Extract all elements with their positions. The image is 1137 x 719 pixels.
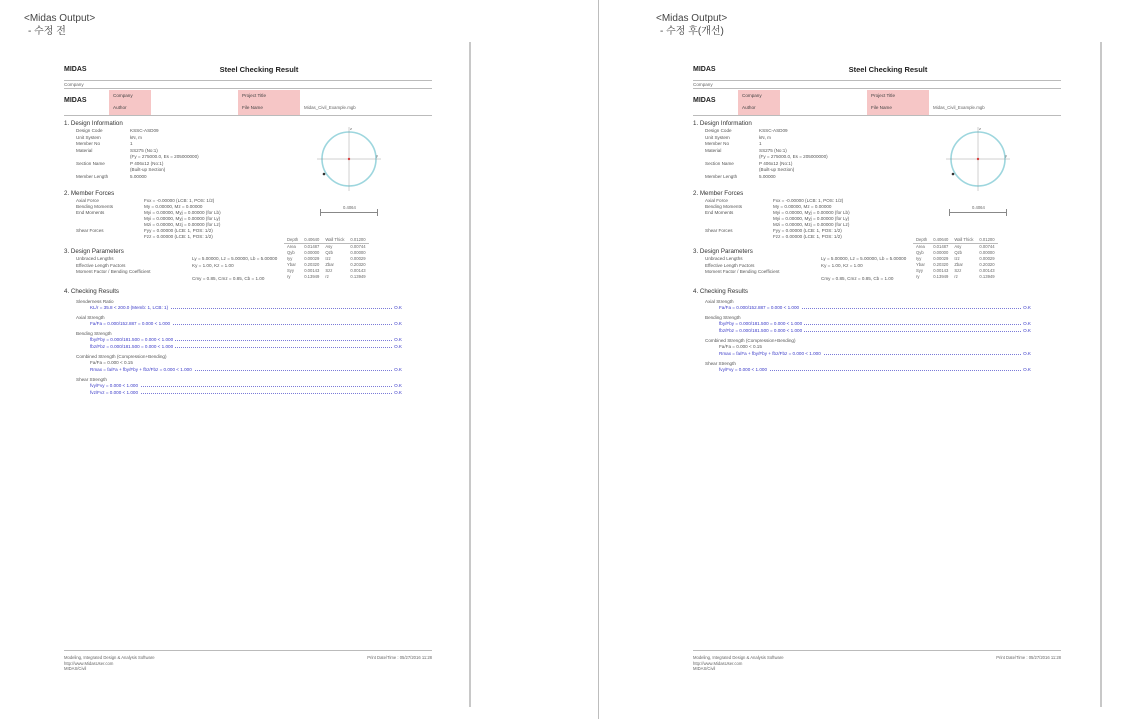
logo: MIDAS <box>64 66 87 73</box>
result-group-label: Bending Strength <box>705 315 741 320</box>
page-edge <box>1100 42 1102 707</box>
force-key: End Moments <box>76 210 105 215</box>
section-heading-design-info: 1. Design Information <box>64 120 123 127</box>
design-info-value: (Built-up Section) <box>130 167 166 172</box>
project-title-label: Project Title <box>242 93 266 98</box>
section-heading-params: 3. Design Parameters <box>64 248 124 255</box>
dimension-label: 0.4064 <box>972 205 985 210</box>
report-footer <box>64 650 432 671</box>
table-cell: Qyb <box>287 250 295 255</box>
svg-text:z: z <box>979 126 981 131</box>
svg-text:y: y <box>376 153 378 158</box>
section-heading-results: 4. Checking Results <box>693 288 749 295</box>
table-cell: Asy <box>325 244 333 249</box>
table-cell: 0.00029 <box>933 256 949 261</box>
table-cell: Syy <box>287 268 294 273</box>
table-cell: 0.00744 <box>979 244 995 249</box>
design-info-value: KSSC-ASD09 <box>130 128 159 133</box>
table-cell: 0.01487 <box>933 244 949 249</box>
design-info-value: kN, m <box>759 134 771 140</box>
result-text: fbz/Fbz = 0.000/181.500 = 0.000 < 1.000 <box>719 328 803 333</box>
result-status: O.K <box>1023 305 1031 310</box>
table-cell: Ybar <box>916 262 925 267</box>
company-label: Company <box>742 93 762 98</box>
design-info-value: SS275 (No:1) <box>130 147 158 153</box>
design-info-key: Section Name <box>76 160 105 166</box>
caption-line-2: - 수정 후(개선) <box>660 26 724 37</box>
table-cell: 0.20320 <box>933 262 949 267</box>
result-line <box>90 367 432 374</box>
force-row <box>693 234 1061 240</box>
result-status: O.K <box>394 337 402 342</box>
caption-line-1: <Midas Output> <box>24 13 96 24</box>
force-key: Shear Forces <box>705 228 733 233</box>
table-cell: Ybar <box>287 262 296 267</box>
param-key: Unbraced Lengths <box>76 256 114 261</box>
design-info-key: Member No <box>705 141 729 146</box>
company-row: Company <box>693 82 713 87</box>
table-cell: 0.13949 <box>304 274 320 279</box>
result-group-label: Axial Strength <box>705 299 734 304</box>
result-text: fvy/Fvy = 0.000 < 1.000 <box>90 383 139 388</box>
result-text: Fa/Fa = 0.000/152.887 = 0.000 < 1.000 <box>90 321 171 326</box>
design-info-value: kN, m <box>130 134 142 140</box>
param-value: Ly = 5.00000, Lz = 5.00000, Lb = 5.00000 <box>192 256 278 261</box>
table-cell: 0.00029 <box>979 256 995 261</box>
footer-line-3: MIDAS/Civil <box>693 666 716 671</box>
table-header-cell: 0.40640 <box>930 236 951 244</box>
results-list <box>693 299 1061 374</box>
force-key: Axial Force <box>76 198 99 203</box>
section-heading-forces: 2. Member Forces <box>693 190 744 197</box>
result-status: O.K <box>1023 321 1031 326</box>
force-value: Myi = 0.00000, Myj = 0.00000 (for Ly) <box>144 216 221 221</box>
info-block <box>64 90 432 115</box>
forces-list <box>693 198 1061 240</box>
project-file-cell <box>867 90 929 115</box>
design-info-key: Section Name <box>705 160 734 166</box>
result-text: Fa/Fa = 0.000/152.887 = 0.000 < 1.000 <box>719 305 800 310</box>
design-info-value: 1 <box>130 141 133 146</box>
table-header-cell: 0.01200 <box>347 236 368 244</box>
result-status: O.K <box>1023 328 1031 333</box>
design-info-value: P 406x12 (No:1) <box>759 160 793 166</box>
table-cell: 0.20320 <box>350 262 366 267</box>
table-cell: Area <box>287 244 296 249</box>
param-value: Cmy = 0.85, Cmz = 0.85, Cb = 1.00 <box>192 275 265 281</box>
result-text: KL/r = 35.8 < 200.0 (Memb: 1, LCB: 1) <box>90 305 169 310</box>
table-cell: Izz <box>954 256 960 261</box>
force-key: End Moments <box>705 210 734 215</box>
company-author-cell <box>109 90 151 115</box>
caption-line-2: - 수정 전 <box>28 26 66 37</box>
param-key: Unbraced Lengths <box>705 256 743 261</box>
file-name-label: File Name <box>242 105 263 110</box>
table-header-row <box>284 236 369 244</box>
param-value: Ky = 1.00, Kz = 1.00 <box>821 262 863 268</box>
file-name-value: Midas_Civil_Example.mgb <box>933 105 985 110</box>
report-title: Steel Checking Result <box>848 65 928 74</box>
result-line <box>90 390 432 397</box>
param-value: Ky = 1.00, Kz = 1.00 <box>192 262 234 268</box>
force-value: Fyy = 0.00000 (LCB: 1, POS: 1/2) <box>773 228 842 233</box>
divider <box>693 88 1061 89</box>
svg-text:z: z <box>350 126 352 131</box>
param-value: Cmy = 0.85, Cmz = 0.85, Cb = 1.00 <box>821 275 894 281</box>
footer-left <box>64 655 155 672</box>
design-info-value: P 406x12 (No:1) <box>130 160 164 166</box>
section-diagram <box>314 124 384 194</box>
result-group-label: Slenderness Ratio <box>76 299 114 304</box>
params-list <box>64 256 432 282</box>
section-heading-forces: 2. Member Forces <box>64 190 115 197</box>
divider <box>693 650 1061 651</box>
design-info-value: 5.00000 <box>759 173 776 179</box>
panel-caption <box>24 12 95 38</box>
forces-list <box>64 198 432 240</box>
results-list <box>64 299 432 397</box>
company-author-cell <box>738 90 780 115</box>
table-cell: 0.00744 <box>350 244 366 249</box>
result-text: fby/Fby = 0.000/181.500 = 0.000 < 1.000 <box>719 321 803 326</box>
footer-left <box>693 655 784 672</box>
table-cell: 0.00029 <box>350 256 366 261</box>
logo: MIDAS <box>693 66 716 73</box>
table-cell: Szz <box>325 268 333 273</box>
force-key: Shear Forces <box>76 228 104 233</box>
table-cell: Iyy <box>916 256 922 261</box>
report-title: Steel Checking Result <box>219 65 299 74</box>
result-line <box>90 344 432 351</box>
table-cell: Asy <box>954 244 962 249</box>
footer-line-2: http://www.MidasUser.com <box>64 660 114 666</box>
params-list <box>693 256 1061 282</box>
result-text: Rmax = fa/Fa + fby/Fby + fbz/Fbz = 0.000 < 1.000 <box>719 351 821 356</box>
force-value: Fyy = 0.00000 (LCB: 1, POS: 1/2) <box>144 228 213 233</box>
table-cell: Szz <box>954 268 962 273</box>
table-header-cell: Depth <box>913 236 930 244</box>
design-info-key: Design Code <box>76 128 103 133</box>
report-footer <box>693 650 1061 671</box>
table-cell: Qzb <box>954 250 963 255</box>
result-status: O.K <box>394 305 402 310</box>
file-name-value: Midas_Civil_Example.mgb <box>304 105 356 110</box>
result-line <box>719 328 1061 335</box>
center-divider <box>598 0 599 719</box>
result-status: O.K <box>394 344 402 349</box>
dimension-label: 0.4064 <box>343 205 356 210</box>
table-cell: rz <box>954 274 958 279</box>
param-row <box>693 276 1061 283</box>
result-group-label: Combined Strength (Compression+Bending) <box>705 338 796 343</box>
force-key: Bending Moments <box>76 204 114 209</box>
design-info-value: 5.00000 <box>130 173 147 179</box>
table-cell: Zbar <box>954 262 963 267</box>
force-key: Axial Force <box>705 198 728 203</box>
logo-small: MIDAS <box>693 97 716 104</box>
project-file-cell <box>238 90 300 115</box>
result-line <box>719 367 1061 374</box>
table-cell: 0.00143 <box>979 268 995 273</box>
table-header-cell: Wall Thick <box>322 236 347 244</box>
result-status: O.K <box>1023 367 1031 372</box>
caption-line-1: <Midas Output> <box>656 13 728 24</box>
table-header-row <box>913 236 998 244</box>
result-group-label: Shear Strength <box>705 361 736 366</box>
divider <box>64 650 432 651</box>
section-heading-design-info: 1. Design Information <box>693 120 752 127</box>
svg-text:y: y <box>1005 153 1007 158</box>
pipe-section-drawing <box>943 124 1013 194</box>
footer-print-date: Print Date/Time : 05/27/2016 11:28 <box>367 655 432 660</box>
table-cell: 0.00143 <box>933 268 949 273</box>
divider <box>693 115 1061 116</box>
table-cell: ry <box>287 274 291 279</box>
design-info-value: (Fy = 275000.0, Es = 205000000) <box>759 154 828 159</box>
result-line <box>719 344 1061 351</box>
table-cell: ry <box>916 274 920 279</box>
table-cell: Syy <box>916 268 923 273</box>
design-info-value: 1 <box>759 141 762 146</box>
design-info-value: (Fy = 275000.0, Es = 205000000) <box>130 154 199 159</box>
table-cell: Zbar <box>325 262 334 267</box>
result-group-label: Combined Strength (Compression+Bending) <box>76 354 167 359</box>
force-value: Fzz = 0.00000 (LCB: 1, POS: 1/2) <box>773 234 842 239</box>
result-text: fvy/Fvy = 0.000 < 1.000 <box>719 367 768 372</box>
design-info-key: Unit System <box>76 134 101 140</box>
result-text: fbz/Fbz = 0.000/181.500 = 0.000 < 1.000 <box>90 344 174 349</box>
divider <box>64 88 432 89</box>
company-row: Company <box>64 82 84 87</box>
footer-line-1: Modeling, Integrated Design & Analysis Software <box>693 655 784 660</box>
table-header-cell: 0.01200 <box>976 236 997 244</box>
table-cell: 0.00000 <box>304 250 320 255</box>
design-info-key: Member Length <box>705 173 738 179</box>
page-edge <box>469 42 471 707</box>
table-cell: Qyb <box>916 250 924 255</box>
force-value: Myi = 0.00000, Myj = 0.00000 (for Lb) <box>144 210 221 215</box>
table-cell: 0.00000 <box>979 250 995 255</box>
force-value: Myi = 0.00000, Myj = 0.00000 (for Ly) <box>773 216 850 221</box>
table-cell: 0.00000 <box>350 250 366 255</box>
result-group-label: Shear Strength <box>76 377 107 382</box>
table-cell: 0.00000 <box>933 250 949 255</box>
force-row <box>64 234 432 240</box>
param-key: Effective Length Factors <box>705 262 755 268</box>
design-info-value: (Built-up Section) <box>759 167 795 172</box>
table-cell: Izz <box>325 256 331 261</box>
result-status: O.K <box>394 390 402 395</box>
footer-print-date: Print Date/Time : 05/27/2016 11:28 <box>996 655 1061 660</box>
table-cell: 0.01487 <box>304 244 320 249</box>
panel-caption <box>656 12 727 38</box>
force-value: My = 0.00000, Mz = 0.00000 <box>773 204 832 209</box>
param-row <box>64 276 432 283</box>
table-cell: 0.13949 <box>350 274 366 279</box>
report-header <box>693 60 1061 80</box>
file-name-label: File Name <box>871 105 892 110</box>
result-text: fby/Fby = 0.000/181.500 = 0.000 < 1.000 <box>90 337 174 342</box>
table-cell: 0.13949 <box>979 274 995 279</box>
section-heading-results: 4. Checking Results <box>64 288 120 295</box>
param-value: Ly = 5.00000, Lz = 5.00000, Lb = 5.00000 <box>821 256 907 261</box>
param-key: Moment Factor / Bending Coefficient <box>705 269 780 274</box>
force-value: Fxx = -0.00000 (LCB: 1, POS: 1/2) <box>773 198 844 203</box>
result-line <box>719 351 1061 358</box>
report-header <box>64 60 432 80</box>
pipe-section-drawing <box>314 124 384 194</box>
company-label: Company <box>113 93 133 98</box>
result-status: O.K <box>394 321 402 326</box>
table-cell: 0.13949 <box>933 274 949 279</box>
project-title-label: Project Title <box>871 93 895 98</box>
result-group-label: Bending Strength <box>76 331 112 336</box>
result-line <box>90 360 432 367</box>
design-info-value: SS275 (No:1) <box>759 147 787 153</box>
result-line <box>90 337 432 344</box>
force-value: Mzi = 0.00000, Mzj = 0.00000 (for Lz) <box>144 222 221 227</box>
table-cell: Area <box>916 244 925 249</box>
footer-line-3: MIDAS/Civil <box>64 666 87 671</box>
force-value: My = 0.00000, Mz = 0.00000 <box>144 204 203 209</box>
design-info-key: Material <box>76 147 93 153</box>
footer-line-1: Modeling, Integrated Design & Analysis Software <box>64 655 155 660</box>
force-value: Fxx = -0.00000 (LCB: 1, POS: 1/2) <box>144 198 215 203</box>
table-cell: Iyy <box>287 256 293 261</box>
result-text: Fa/Fa = 0.000 < 0.15 <box>90 360 133 365</box>
info-block <box>693 90 1061 115</box>
design-info-key: Design Code <box>705 128 732 133</box>
result-line <box>90 383 432 390</box>
logo-small: MIDAS <box>64 97 87 104</box>
result-text: Fa/Fa = 0.000 < 0.15 <box>719 344 762 349</box>
result-group-label: Axial Strength <box>76 315 105 320</box>
result-line <box>90 321 432 328</box>
design-info-key: Material <box>705 147 722 153</box>
section-heading-params: 3. Design Parameters <box>693 248 753 255</box>
force-value: Fzz = 0.00000 (LCB: 1, POS: 1/2) <box>144 234 213 239</box>
report-page <box>693 60 1061 678</box>
table-cell: 0.00143 <box>350 268 366 273</box>
result-status: O.K <box>1023 351 1031 356</box>
author-label: Author <box>113 105 127 110</box>
table-cell: Qzb <box>325 250 334 255</box>
result-line <box>719 305 1061 312</box>
force-key: Bending Moments <box>705 204 743 209</box>
result-status: O.K <box>394 383 402 388</box>
design-info-value: KSSC-ASD09 <box>759 128 788 133</box>
table-cell: 0.00143 <box>304 268 320 273</box>
table-cell: 0.20320 <box>979 262 995 267</box>
result-line <box>90 305 432 312</box>
section-diagram <box>943 124 1013 194</box>
table-cell: rz <box>325 274 329 279</box>
footer-line-2: http://www.MidasUser.com <box>693 660 743 666</box>
table-header-cell: Wall Thick <box>951 236 976 244</box>
param-key: Effective Length Factors <box>76 262 126 268</box>
divider <box>64 115 432 116</box>
table-header-cell: 0.40640 <box>301 236 322 244</box>
result-text: fvz/Fvz = 0.000 < 1.000 <box>90 390 139 395</box>
table-cell: 0.20320 <box>304 262 320 267</box>
result-line <box>719 321 1061 328</box>
design-info-key: Member Length <box>76 173 109 179</box>
result-status: O.K <box>394 367 402 372</box>
design-info-key: Unit System <box>705 134 730 140</box>
table-cell: 0.00029 <box>304 256 320 261</box>
param-key: Moment Factor / Bending Coefficient <box>76 269 151 274</box>
table-header-cell: Depth <box>284 236 301 244</box>
report-page <box>64 60 432 678</box>
force-value: Mzi = 0.00000, Mzj = 0.00000 (for Lz) <box>773 222 850 227</box>
result-text: Rmax = fa/Fa + fby/Fby + fbz/Fbz = 0.000 < 1.000 <box>90 367 192 372</box>
force-value: Myi = 0.00000, Myj = 0.00000 (for Lb) <box>773 210 850 215</box>
author-label: Author <box>742 105 756 110</box>
design-info-key: Member No <box>76 141 100 146</box>
